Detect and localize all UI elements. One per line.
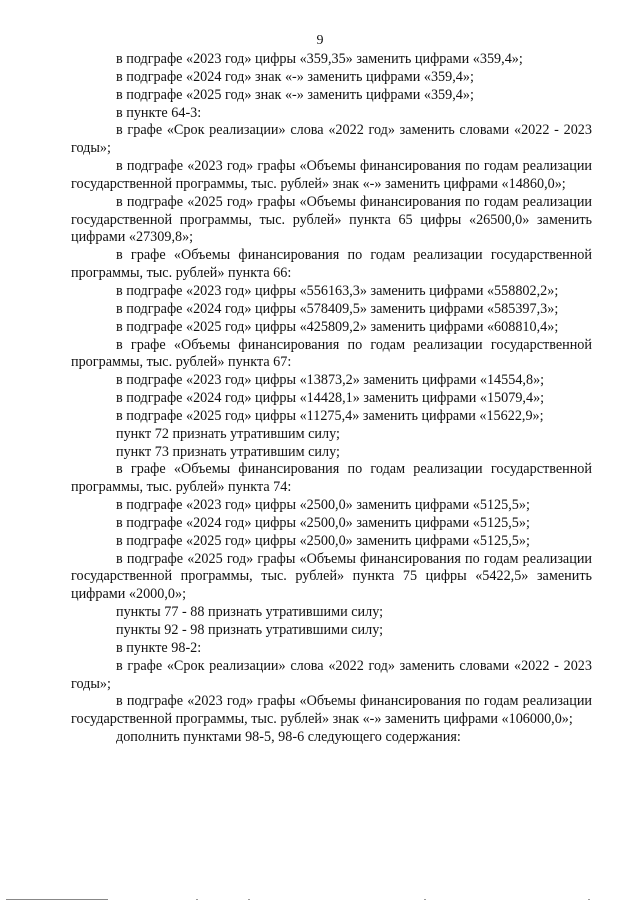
scan-speck [248,899,250,900]
paragraph: в подграфе «2023 год» цифры «359,35» заменить цифрами «359,4»; [116,51,523,67]
body-text [71,51,592,747]
paragraph: в графе «Объемы финансирования по годам реализации государственной программы, тыс. рублей» пункта 67: [71,336,592,371]
footer-marks [0,896,640,905]
paragraph: в графе «Объемы финансирования по годам реализации государственной программы, тыс. рублей» пункта 66: [71,247,592,282]
paragraph: в подграфе «2024 год» цифры «2500,0» заменить цифрами «5125,5»; [116,514,530,531]
paragraph: пункт 73 признать утратившим силу; [116,443,340,460]
paragraph: дополнить пунктами 98-5, 98-6 следующего содержания: [116,729,461,746]
paragraph: в подграфе «2025 год» графы «Объемы финансирования по годам реализации государственной программы, тыс. рублей» пункта 75 цифры «5422,5» заменить цифрами «2000,0»; [71,550,592,603]
paragraph: в подграфе «2023 год» цифры «556163,3» заменить цифрами «558802,2»; [116,282,559,299]
scan-speck [196,899,198,900]
paragraph: в подграфе «2023 год» графы «Объемы финансирования по годам реализации государственной программы, тыс. рублей» знак «-» заменить цифрами «14860,0»; [71,158,592,192]
paragraph: в подграфе «2024 год» цифры «578409,5» заменить цифрами «585397,3»; [116,300,559,317]
paragraph: в подграфе «2023 год» графы «Объемы финансирования по годам реализации государственной программы, тыс. рублей» знак «-» заменить цифрами «106000,0»; [71,693,592,728]
page-number: 9 [316,33,324,48]
paragraph: в графе «Срок реализации» слова «2022 год» заменить словами «2022 - 2023 годы»; [71,657,592,692]
paragraph: в подграфе «2025 год» знак «-» заменить цифрами «359,4»; [116,86,474,103]
paragraph: в подграфе «2024 год» цифры «14428,1» заменить цифрами «15079,4»; [116,390,545,407]
paragraph: в пункте 64-3: [116,104,202,121]
scan-speck [588,899,590,900]
footer-rule [6,899,108,900]
paragraph: в подграфе «2023 год» цифры «2500,0» заменить цифрами «5125,5»; [116,497,530,514]
paragraph: в подграфе «2024 год» знак «-» заменить цифрами «359,4»; [116,68,474,85]
paragraph: в графе «Срок реализации» слова «2022 год» заменить словами «2022 - 2023 годы»; [71,122,592,157]
paragraph: в подграфе «2023 год» цифры «13873,2» заменить цифрами «14554,8»; [116,372,545,389]
paragraph: в подграфе «2025 год» графы «Объемы финансирования по годам реализации государственной программы, тыс. рублей» пункта 65 цифры «26500,0» заменить цифрами «27309,8»; [71,193,592,246]
paragraph: пункт 72 признать утратившим силу; [116,425,340,442]
paragraph: в графе «Объемы финансирования по годам реализации государственной программы, тыс. рублей» пункта 74: [71,461,592,496]
paragraph: в подграфе «2025 год» цифры «11275,4» заменить цифрами «15622,9»; [116,407,544,424]
scan-speck [424,899,426,900]
paragraph: пункты 77 - 88 признать утратившими силу; [116,604,384,621]
paragraph: в подграфе «2025 год» цифры «2500,0» заменить цифрами «5125,5»; [116,532,530,549]
paragraph: в пункте 98-2: [116,639,202,656]
paragraph: пункты 92 - 98 признать утратившими силу; [116,622,384,638]
paragraph: в подграфе «2025 год» цифры «425809,2» заменить цифрами «608810,4»; [116,318,559,335]
